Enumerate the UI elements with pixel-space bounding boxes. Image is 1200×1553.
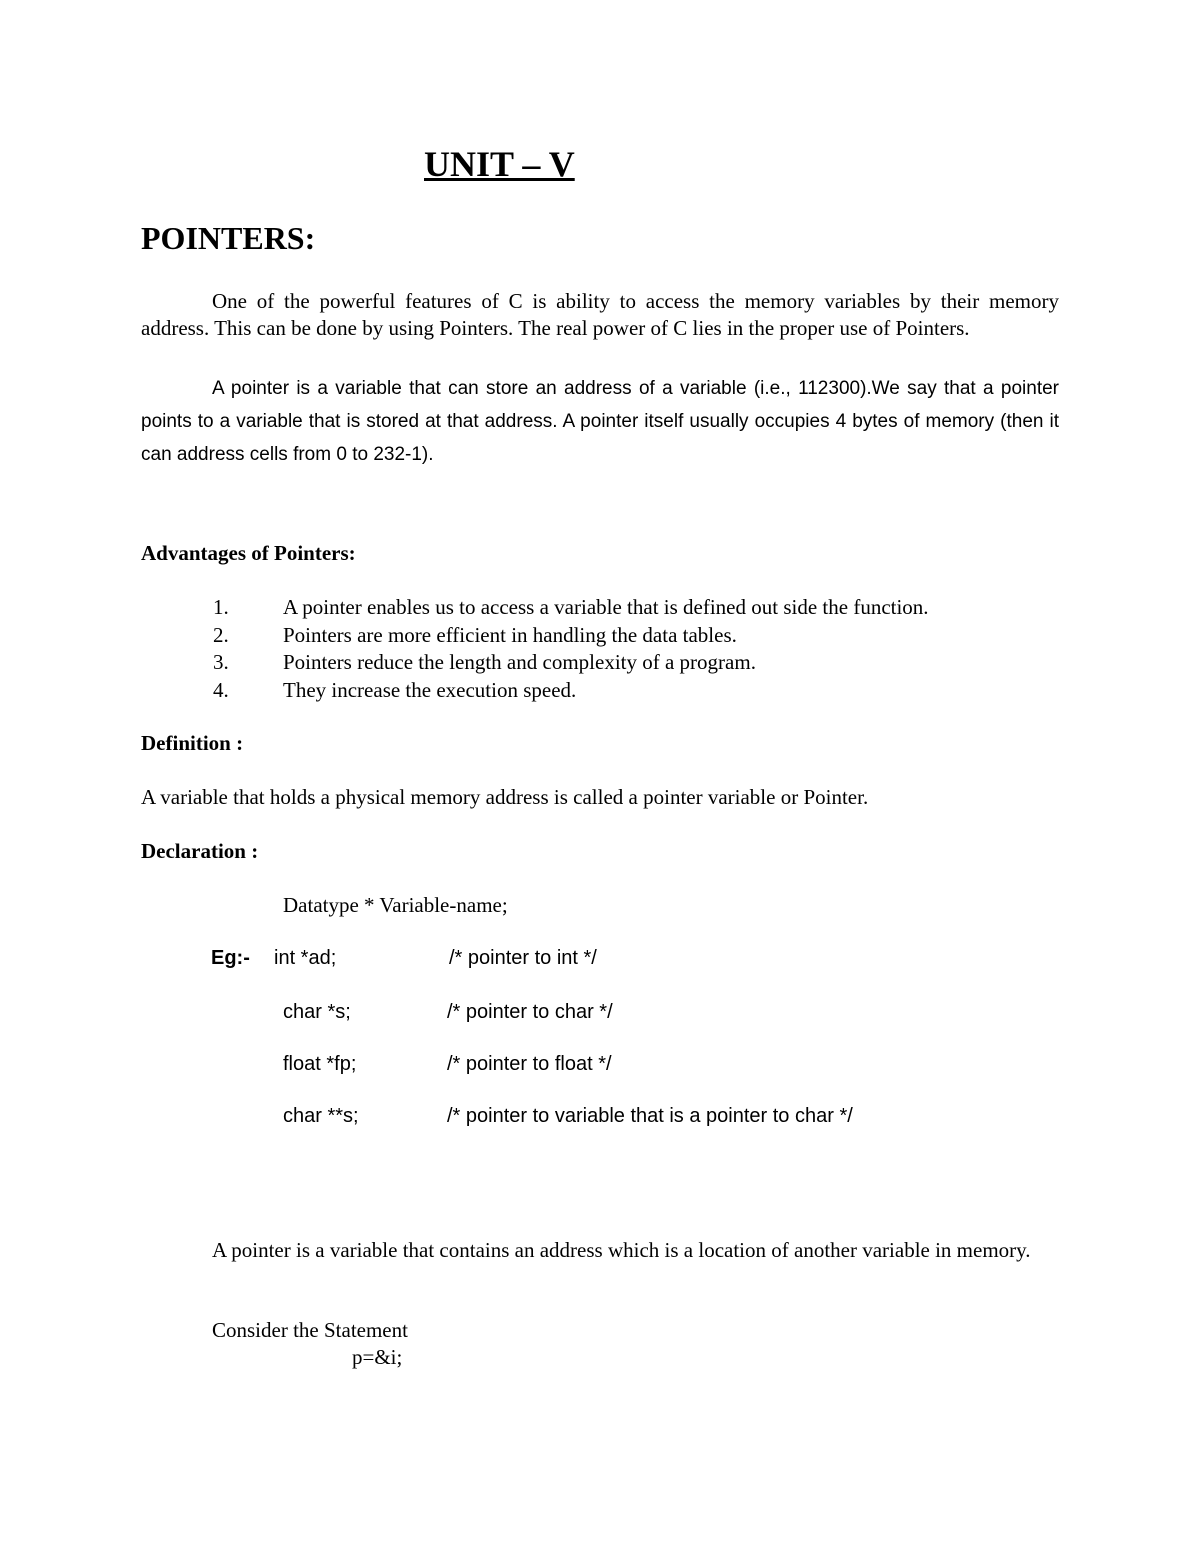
example-comment: /* pointer to char */ <box>447 1001 613 1023</box>
example-comment: /* pointer to int */ <box>449 947 597 969</box>
definition-text: A variable that holds a physical memory address is called a pointer variable or Pointer. <box>141 785 869 809</box>
intro-paragraph-1: One of the powerful features of C is ability to access the memory variables by their memory address. This can be done by using Pointers. The real power of C lies in the proper use of Pointers. <box>141 289 1059 340</box>
declaration-syntax: Datatype * Variable-name; <box>283 893 508 917</box>
consider-label: Consider the Statement <box>212 1318 408 1342</box>
list-item-number: 3. <box>213 650 229 674</box>
example-code: float *fp; <box>283 1053 357 1075</box>
definition-heading: Definition : <box>141 731 244 755</box>
example-code: char **s; <box>283 1105 359 1127</box>
closing-paragraph: A pointer is a variable that contains an address which is a location of another variable in memory. <box>212 1238 1031 1262</box>
list-item-text: Pointers are more efficient in handling the data tables. <box>283 622 737 647</box>
example-label: Eg:- <box>211 947 250 969</box>
list-item-number: 2. <box>213 622 229 647</box>
list-item-number: 1. <box>213 595 229 619</box>
list-item-text: Pointers reduce the length and complexity of a program. <box>283 650 756 674</box>
section-heading-pointers: POINTERS: <box>141 220 316 256</box>
statement-code: p=&i; <box>352 1345 403 1369</box>
unit-title: UNIT – V <box>424 144 575 184</box>
list-item-text: They increase the execution speed. <box>283 677 577 702</box>
example-code: int *ad; <box>274 947 337 969</box>
intro-paragraph-2: A pointer is a variable that can store an address of a variable (i.e., 112300).We say that a pointer points to a variable that is stored at that address. A pointer itself usually occupies 4 bytes of memory (then it can address cells from 0 to 232-1). <box>141 378 1059 465</box>
example-comment: /* pointer to float */ <box>447 1053 612 1075</box>
advantages-heading: Advantages of Pointers: <box>141 541 356 565</box>
list-item-number: 4. <box>213 677 229 702</box>
declaration-heading: Declaration : <box>141 839 259 863</box>
example-code: char *s; <box>283 1001 351 1023</box>
list-item-text: A pointer enables us to access a variable that is defined out side the function. <box>283 595 929 619</box>
example-comment: /* pointer to variable that is a pointer to char */ <box>447 1105 853 1127</box>
